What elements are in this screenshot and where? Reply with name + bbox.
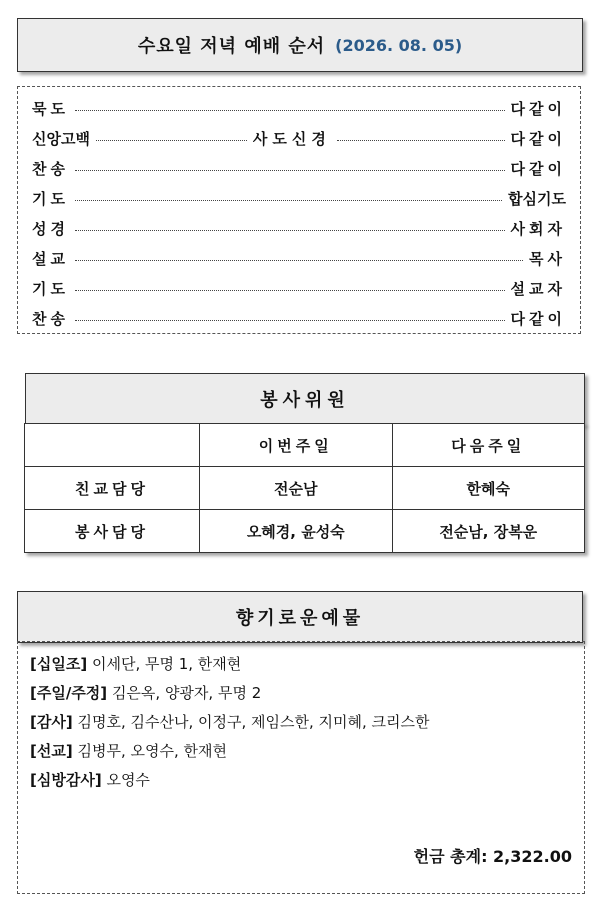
order-of-service: [17, 86, 581, 334]
order-row: [32, 183, 566, 213]
order-label: 신앙고백: [32, 129, 90, 148]
order-label: 묵도: [32, 99, 69, 118]
offering-names: 김명호, 김수산나, 이정구, 제임스한, 지미혜, 크리스한: [77, 713, 430, 731]
order-row: [32, 243, 566, 273]
table-row: [25, 510, 585, 553]
offerings-list: [17, 641, 585, 894]
order-row: [32, 153, 566, 183]
this-week-cell: 전순남: [200, 467, 393, 510]
offerings-title: 향기로운예물: [235, 608, 365, 629]
dot-leader: [75, 320, 505, 321]
order-label: 기도: [32, 279, 69, 298]
offering-line: [30, 679, 572, 708]
order-label: 찬송: [32, 159, 69, 178]
order-row: [32, 123, 566, 153]
dot-leader: [75, 110, 505, 111]
offering-line: [30, 737, 572, 766]
offering-names: 김병무, 오영수, 한재현: [77, 742, 227, 760]
offering-category: [감사]: [30, 713, 73, 731]
offering-total: [414, 844, 572, 867]
dot-leader: [75, 290, 505, 291]
order-who: 사회자: [510, 219, 566, 238]
service-title: 수요일 저녁 예배 순서: [137, 36, 326, 57]
offering-category: [주일/주정]: [30, 684, 108, 702]
volunteers-table: [24, 423, 585, 553]
next-week-cell: 한혜숙: [392, 467, 585, 510]
order-who: 합심기도: [508, 189, 566, 208]
table-corner-cell: [25, 424, 200, 467]
service-title-box: [17, 18, 583, 72]
role-cell: 친교담당: [25, 467, 200, 510]
offering-names: 이세단, 무명 1, 한재현: [91, 655, 242, 673]
order-who: 다같이: [510, 159, 566, 178]
order-who: 다같이: [510, 99, 566, 118]
role-cell: 봉사담당: [25, 510, 200, 553]
order-row: [32, 273, 566, 303]
order-label: 찬송: [32, 309, 69, 328]
column-header-this-week: 이번주일: [200, 424, 393, 467]
this-week-cell: 오혜경, 윤성숙: [200, 510, 393, 553]
offering-names: 김은옥, 양광자, 무명 2: [111, 684, 262, 702]
table-header-row: [25, 424, 585, 467]
order-label: 설교: [32, 249, 69, 268]
offering-category: [심방감사]: [30, 771, 102, 789]
dot-leader: [75, 230, 505, 231]
order-who: 설교자: [510, 279, 566, 298]
offering-line: [30, 650, 572, 679]
offering-total-value: 2,322.00: [493, 847, 572, 866]
service-date: (2026. 08. 05): [335, 35, 463, 55]
dot-leader: [96, 140, 247, 141]
offering-names: 오영수: [106, 771, 150, 789]
order-label: 기도: [32, 189, 69, 208]
volunteers-title-box: [25, 373, 585, 425]
offering-line: [30, 708, 572, 737]
order-who: 다같이: [510, 309, 566, 328]
order-who: 다같이: [510, 129, 566, 148]
offering-line: [30, 766, 572, 795]
dot-leader: [75, 260, 523, 261]
table-row: [25, 467, 585, 510]
order-label: 성경: [32, 219, 69, 238]
volunteers-title: 봉사위원: [260, 390, 350, 411]
offerings-title-box: [17, 591, 583, 643]
offering-category: [선교]: [30, 742, 73, 760]
order-row: [32, 303, 566, 333]
next-week-cell: 전순남, 장복운: [392, 510, 585, 553]
order-middle: 사도신경: [252, 129, 331, 148]
dot-leader: [75, 200, 502, 201]
order-row: [32, 213, 566, 243]
offering-total-label: 헌금 총계:: [413, 847, 488, 866]
offering-category: [십일조]: [30, 655, 88, 673]
order-who: 목사: [529, 249, 566, 268]
order-row: [32, 93, 566, 123]
dot-leader: [337, 140, 505, 141]
column-header-next-week: 다음주일: [392, 424, 585, 467]
dot-leader: [75, 170, 505, 171]
